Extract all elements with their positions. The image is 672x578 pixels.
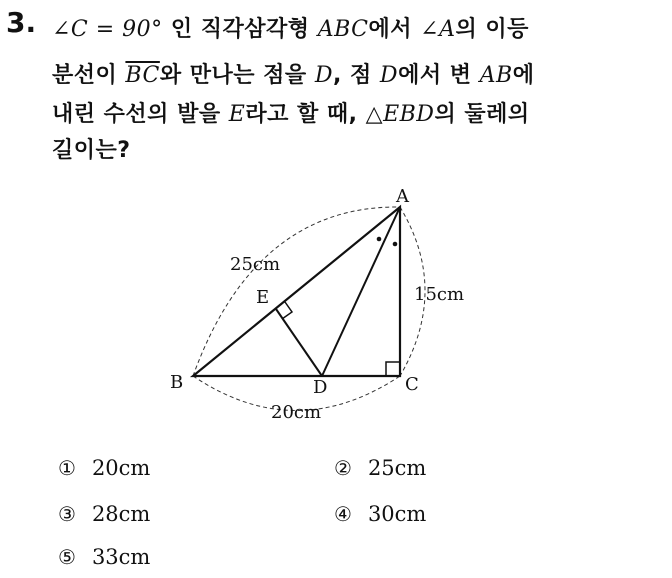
option-value: 28cm	[91, 502, 151, 526]
point-c-label: C	[405, 374, 419, 395]
option-mark: ③	[58, 502, 76, 526]
bisector-ad	[322, 207, 400, 376]
question-number: 3.	[6, 6, 37, 39]
angle-mark-2	[393, 242, 398, 247]
triangle-abc	[193, 207, 400, 376]
point-a-label: A	[396, 186, 409, 207]
option-mark: ①	[58, 456, 76, 480]
point-d-label: D	[313, 377, 328, 398]
question-line-3: 내린 수선의 발을 E라고 할 때, △EBD의 둘레의	[52, 102, 530, 127]
point-b-label: B	[170, 372, 184, 393]
segment-bc: $\overline{BC}$	[125, 63, 160, 88]
point-e-label: E	[256, 287, 270, 308]
triangle-ebd: △EBD	[365, 102, 435, 127]
option-value: 33cm	[91, 545, 151, 569]
option-5[interactable]	[58, 545, 150, 569]
length-bc-label: 20cm	[271, 402, 322, 423]
option-value: 25cm	[367, 456, 427, 480]
right-angle-mark-c	[386, 362, 400, 376]
option-mark: ④	[334, 502, 352, 526]
question-line-2: 분선이 $\overline{BC}$와 만나는 점을 D, 점 D에서 변 AB에	[52, 63, 535, 88]
option-mark: ⑤	[58, 545, 76, 569]
option-2[interactable]	[334, 456, 426, 480]
option-value: 20cm	[91, 456, 151, 480]
length-ac-label: 15cm	[414, 284, 465, 305]
option-value: 30cm	[367, 502, 427, 526]
angle-c-expression: ∠C = 90°	[52, 17, 163, 42]
angle-mark-1	[377, 237, 382, 242]
option-3[interactable]	[58, 502, 150, 526]
option-4[interactable]	[334, 502, 426, 526]
length-ab-label: 25cm	[230, 254, 281, 275]
question-line-1: ∠C = 90° 인 직각삼각형 ABC에서 ∠A의 이등	[52, 17, 529, 42]
question-line-4: 길이는?	[52, 138, 131, 163]
right-angle-mark-e	[282, 302, 292, 319]
option-mark: ②	[334, 456, 352, 480]
option-1[interactable]	[58, 456, 150, 480]
